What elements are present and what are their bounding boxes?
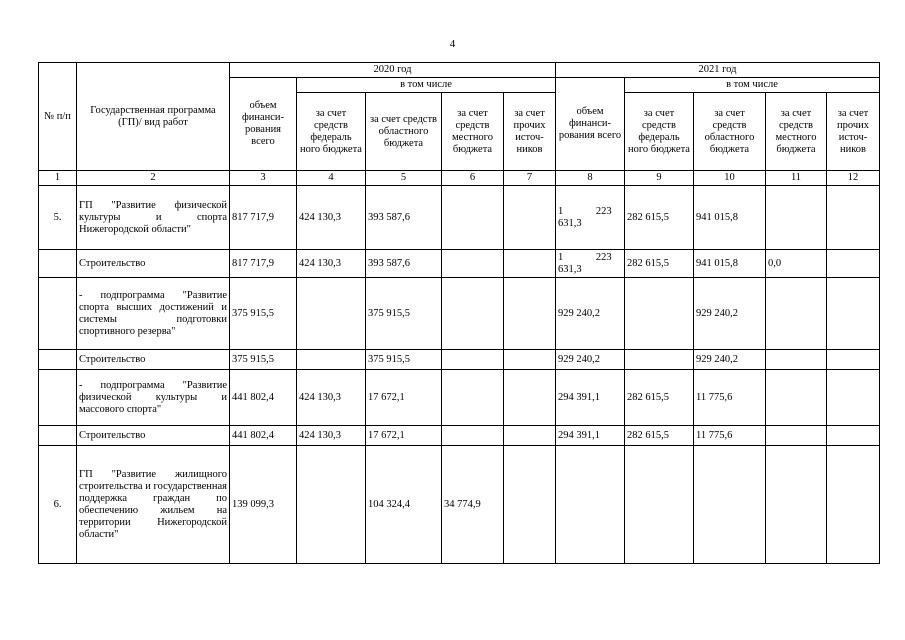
amount-cell: 424 130,3 [297,370,366,426]
amount-cell [827,426,880,446]
amount-cell [827,250,880,278]
amount-cell: 929 240,2 [694,350,766,370]
column-index: 3 [230,171,297,186]
amount-cell: 424 130,3 [297,186,366,250]
header-total-2021: объем финанси- рования всего [556,78,625,171]
amount-cell: 1 223 631,3 [556,250,625,278]
amount-cell [504,350,556,370]
column-index: 6 [442,171,504,186]
header-incl-2020: в том числе [297,78,556,93]
amount-cell: 17 672,1 [366,426,442,446]
amount-cell [297,446,366,564]
amount-cell: 34 774,9 [442,446,504,564]
amount-cell: 375 915,5 [366,278,442,350]
column-index: 10 [694,171,766,186]
amount-cell [827,278,880,350]
amount-cell: 941 015,8 [694,250,766,278]
row-number [39,426,77,446]
amount-cell: 393 587,6 [366,250,442,278]
amount-cell [504,370,556,426]
row-number [39,250,77,278]
row-number: 6. [39,446,77,564]
row-number [39,278,77,350]
header-year-2021: 2021 год [556,63,880,78]
amount-cell: 424 130,3 [297,250,366,278]
amount-cell: 104 324,4 [366,446,442,564]
amount-cell [625,350,694,370]
amount-cell [504,186,556,250]
row-number: 5. [39,186,77,250]
amount-cell: 282 615,5 [625,426,694,446]
header-federal-2021: за счет средств федераль ного бюджета [625,93,694,171]
amount-cell [827,446,880,564]
column-index: 5 [366,171,442,186]
column-index-row [39,171,880,186]
program-name: Строительство [77,350,230,370]
header-program: Государственная программа (ГП)/ вид работ [77,63,230,171]
amount-cell [442,350,504,370]
table-row [39,186,880,250]
table-row [39,370,880,426]
program-name: ГП "Развитие физической культуры и спорта Нижегородской области" [77,186,230,250]
amount-cell [504,250,556,278]
amount-cell: 941 015,8 [694,186,766,250]
table-row [39,250,880,278]
amount-cell [504,426,556,446]
amount-cell: 929 240,2 [556,278,625,350]
table-row [39,350,880,370]
header-total-2020: объем финанси- рования всего [230,78,297,171]
header-federal-2020: за счет средств федераль ного бюджета [297,93,366,171]
amount-cell [442,426,504,446]
amount-cell: 0,0 [766,250,827,278]
amount-cell [766,186,827,250]
amount-cell: 282 615,5 [625,370,694,426]
amount-cell [766,278,827,350]
amount-cell: 929 240,2 [694,278,766,350]
row-number [39,350,77,370]
amount-cell [556,446,625,564]
amount-cell [442,370,504,426]
row-number [39,370,77,426]
column-index: 2 [77,171,230,186]
amount-cell: 817 717,9 [230,186,297,250]
amount-cell [504,446,556,564]
amount-cell [625,446,694,564]
column-index: 7 [504,171,556,186]
amount-cell [694,446,766,564]
header-other-2021: за счет прочих источ- ников [827,93,880,171]
program-name: - подпрограмма "Развитие спорта высших достижений и системы подготовки спортивного резерва" [77,278,230,350]
amount-cell [766,426,827,446]
amount-cell: 375 915,5 [230,350,297,370]
header-num: № п/п [39,63,77,171]
column-index: 1 [39,171,77,186]
amount-cell: 11 775,6 [694,426,766,446]
amount-cell [827,350,880,370]
amount-cell: 441 802,4 [230,426,297,446]
column-index: 9 [625,171,694,186]
header-incl-2021: в том числе [625,78,880,93]
program-name: Строительство [77,250,230,278]
amount-cell [625,278,694,350]
amount-cell [297,350,366,370]
amount-cell [442,186,504,250]
column-index: 12 [827,171,880,186]
column-index: 8 [556,171,625,186]
program-name: Строительство [77,426,230,446]
amount-cell: 375 915,5 [230,278,297,350]
header-other-2020: за счет прочих источ- ников [504,93,556,171]
table-row [39,446,880,564]
amount-cell [766,370,827,426]
column-index: 11 [766,171,827,186]
table-row [39,426,880,446]
amount-cell: 393 587,6 [366,186,442,250]
program-name: ГП "Развитие жилищного строительства и государственная поддержка граждан по обеспечению жильем на территории Нижегородской области" [77,446,230,564]
table-row [39,278,880,350]
column-index: 4 [297,171,366,186]
page-number: 4 [449,38,456,50]
amount-cell: 929 240,2 [556,350,625,370]
amount-cell: 294 391,1 [556,426,625,446]
header-year-2020: 2020 год [230,63,556,78]
amount-cell [766,446,827,564]
program-name: - подпрограмма "Развитие физической культуры и массового спорта" [77,370,230,426]
amount-cell: 11 775,6 [694,370,766,426]
amount-cell [504,278,556,350]
amount-cell: 817 717,9 [230,250,297,278]
amount-cell: 1 223 631,3 [556,186,625,250]
header-local-2020: за счет средств местного бюджета [442,93,504,171]
header-regional-2020: за счет средств областного бюджета [366,93,442,171]
amount-cell: 282 615,5 [625,186,694,250]
amount-cell [827,186,880,250]
amount-cell: 282 615,5 [625,250,694,278]
header-local-2021: за счет средств местного бюджета [766,93,827,171]
amount-cell: 441 802,4 [230,370,297,426]
header-regional-2021: за счет средств областного бюджета [694,93,766,171]
amount-cell [442,278,504,350]
amount-cell [442,250,504,278]
amount-cell: 17 672,1 [366,370,442,426]
amount-cell [827,370,880,426]
amount-cell: 424 130,3 [297,426,366,446]
amount-cell: 375 915,5 [366,350,442,370]
amount-cell [766,350,827,370]
amount-cell: 294 391,1 [556,370,625,426]
financing-table [38,62,880,564]
amount-cell: 139 099,3 [230,446,297,564]
amount-cell [297,278,366,350]
